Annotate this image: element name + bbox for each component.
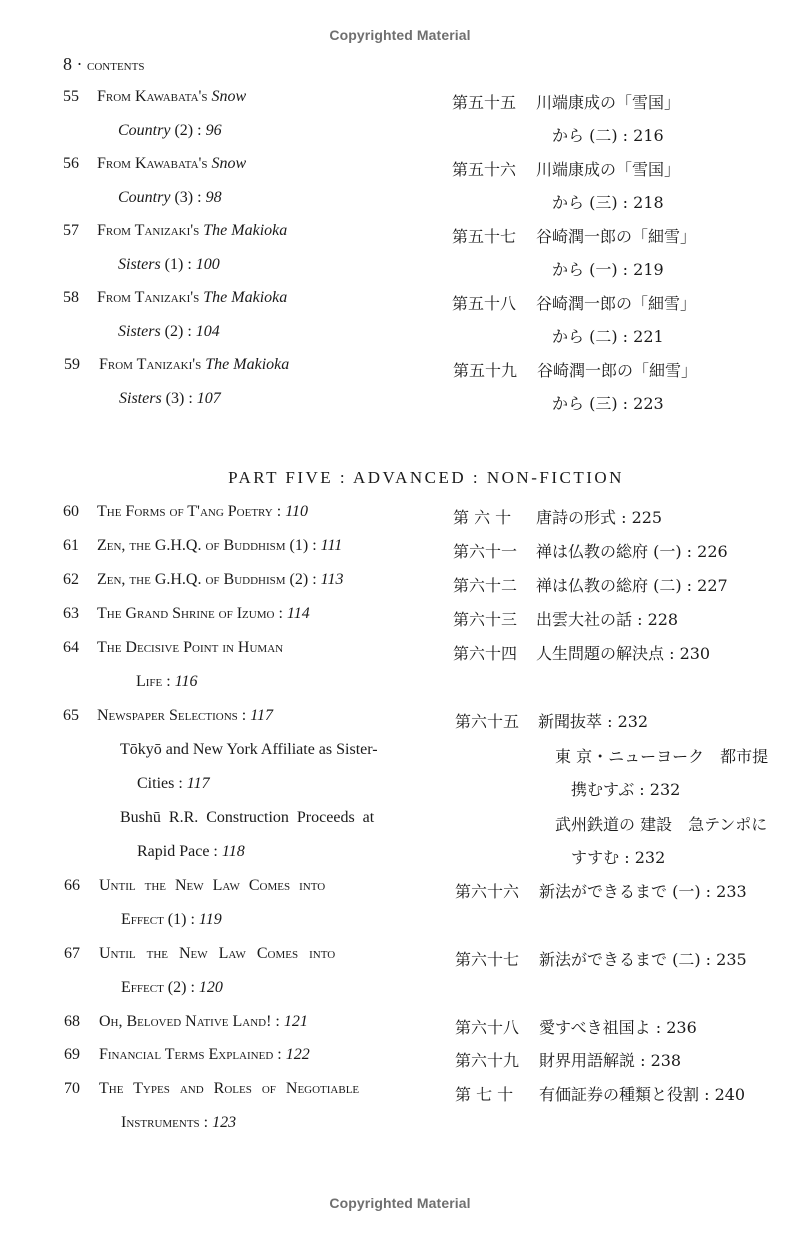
jp-entry-title: 愛すべき祖国よ : 236 — [539, 1018, 697, 1037]
entry-page: 98 — [205, 189, 222, 206]
entry-number: 64 — [63, 639, 79, 656]
separator: · — [76, 54, 83, 74]
entry-number: 61 — [63, 537, 79, 554]
sub-entry-title-cont: Cities : 117 — [137, 775, 210, 792]
entry-page: 110 — [285, 503, 308, 520]
entry-title: Until the New Law Comes into — [99, 945, 336, 962]
jp-entry-cont: から (三) : 218 — [552, 193, 664, 212]
jp-entry-title: 財界用語解説 : 238 — [539, 1051, 682, 1070]
jp-entry-title: 谷崎潤一郎の「細雪」 — [537, 361, 698, 380]
jp-entry-title: 谷崎潤一郎の「細雪」 — [536, 294, 697, 313]
running-head-label: contents — [87, 58, 145, 74]
jp-entry-title: 谷崎潤一郎の「細雪」 — [536, 227, 697, 246]
entry-number: 70 — [64, 1080, 80, 1097]
jp-entry-title: 川端康成の「雪国」 — [536, 160, 681, 179]
entry-page: 114 — [286, 605, 310, 622]
entry-title-cont: Country (3) : 98 — [118, 189, 222, 206]
jp-entry-number: 第 七 十 — [455, 1085, 514, 1104]
copyright-watermark-top: Copyrighted Material — [329, 27, 471, 43]
entry-title-cont: Life : 116 — [136, 673, 198, 690]
entry-title-cont: Effect (2) : 120 — [121, 979, 223, 996]
entry-page: 122 — [285, 1046, 310, 1063]
entry-number: 58 — [63, 289, 79, 306]
entry-title-cont: Sisters (2) : 104 — [118, 323, 220, 340]
jp-entry-number: 第六十七 — [455, 950, 520, 969]
jp-entry-cont: から (二) : 221 — [552, 327, 664, 346]
jp-sub-entry-cont: 携むすぶ : 232 — [571, 780, 681, 799]
sub-entry-page: 117 — [186, 775, 210, 792]
entry-page: 116 — [174, 673, 198, 690]
entry-number: 60 — [63, 503, 79, 520]
jp-entry-cont: から (三) : 223 — [552, 394, 664, 413]
jp-entry-title: 人生問題の解決点 : 230 — [536, 644, 711, 663]
entry-title: The Forms of T'ang Poetry : 110 — [97, 503, 308, 520]
jp-entry-number: 第五十八 — [452, 294, 517, 313]
jp-sub-entry-cont: すすむ : 232 — [571, 848, 666, 867]
entry-number: 66 — [64, 877, 80, 894]
entry-page: 100 — [195, 256, 220, 273]
jp-sub-entry-title: 東 京・ニューヨーク 都市提 — [555, 747, 769, 766]
jp-entry-title: 禅は仏教の総府 (二) : 227 — [536, 576, 728, 595]
entry-title: Oh, Beloved Native Land! : 121 — [99, 1013, 308, 1030]
entry-page: 111 — [320, 537, 343, 554]
jp-entry-number: 第五十九 — [453, 361, 518, 380]
jp-entry-title: 唐詩の形式 : 225 — [536, 508, 663, 527]
entry-title: Zen, the G.H.Q. of Buddhism (2) : 113 — [97, 571, 344, 588]
jp-entry-number: 第六十四 — [453, 644, 518, 663]
jp-entry-number: 第六十三 — [453, 610, 518, 629]
jp-entry-number: 第六十二 — [453, 576, 518, 595]
entry-page: 123 — [212, 1114, 237, 1131]
page-number: 8 — [63, 54, 72, 74]
entry-title: The Decisive Point in Human — [97, 639, 284, 656]
entry-page: 117 — [250, 707, 274, 724]
jp-entry-number: 第六十九 — [455, 1051, 520, 1070]
entry-title: Newspaper Selections : 117 — [97, 707, 274, 724]
entry-page: 96 — [205, 122, 222, 139]
sub-entry-page: 118 — [221, 843, 245, 860]
entry-title-cont: Sisters (1) : 100 — [118, 256, 220, 273]
entry-title-cont: Effect (1) : 119 — [121, 911, 222, 928]
jp-entry-title: 出雲大社の話 : 228 — [536, 610, 679, 629]
entry-page: 120 — [198, 979, 223, 996]
entry-page: 107 — [196, 390, 221, 407]
sub-entry-title: Bushū R.R. Construction Proceeds at — [120, 809, 375, 826]
entry-number: 65 — [63, 707, 79, 724]
entry-number: 68 — [64, 1013, 80, 1030]
entry-title-cont: Sisters (3) : 107 — [119, 390, 221, 407]
running-head — [63, 54, 144, 75]
jp-sub-entry-title: 武州鉄道の 建設 急テンポに — [555, 815, 768, 834]
entry-title: The Types and Roles of Negotiable — [99, 1080, 360, 1097]
entry-title: From Kawabata's Snow — [97, 155, 247, 172]
entry-title: The Grand Shrine of Izumo : 114 — [97, 605, 310, 622]
entry-number: 55 — [63, 88, 79, 105]
entry-title: From Tanizaki's The Makioka — [99, 356, 290, 373]
part-heading: PART FIVE : ADVANCED : NON-FICTION — [228, 468, 624, 487]
jp-entry-title: 禅は仏教の総府 (一) : 226 — [536, 542, 728, 561]
entry-number: 67 — [64, 945, 80, 962]
entry-number: 63 — [63, 605, 79, 622]
entry-title: Zen, the G.H.Q. of Buddhism (1) : 111 — [97, 537, 343, 554]
jp-entry-title: 新聞抜萃 : 232 — [538, 712, 649, 731]
entry-title-cont: Instruments : 123 — [121, 1114, 237, 1131]
entry-title: Financial Terms Explained : 122 — [99, 1046, 310, 1063]
jp-entry-number: 第五十七 — [452, 227, 517, 246]
jp-entry-cont: から (一) : 219 — [552, 260, 664, 279]
entry-title: Until the New Law Comes into — [99, 877, 326, 894]
sub-entry-title: Tōkyō and New York Affiliate as Sister- — [120, 741, 378, 758]
entry-number: 69 — [64, 1046, 80, 1063]
entry-number: 62 — [63, 571, 79, 588]
entry-page: 121 — [283, 1013, 308, 1030]
entry-title: From Tanizaki's The Makioka — [97, 289, 288, 306]
entry-title: From Tanizaki's The Makioka — [97, 222, 288, 239]
entry-page: 119 — [198, 911, 222, 928]
entry-page: 104 — [195, 323, 220, 340]
entry-number: 56 — [63, 155, 79, 172]
jp-entry-title: 新法ができるまで (二) : 235 — [539, 950, 747, 969]
entry-number: 57 — [63, 222, 79, 239]
jp-entry-number: 第六十一 — [453, 542, 518, 561]
jp-entry-number: 第 六 十 — [453, 508, 512, 527]
entry-page: 113 — [320, 571, 344, 588]
jp-entry-cont: から (二) : 216 — [552, 126, 664, 145]
jp-entry-number: 第六十六 — [455, 882, 520, 901]
entry-title: From Kawabata's Snow — [97, 88, 247, 105]
copyright-watermark-bottom: Copyrighted Material — [329, 1195, 471, 1211]
jp-entry-number: 第五十六 — [452, 160, 517, 179]
jp-entry-number: 第六十八 — [455, 1018, 520, 1037]
entry-title-cont: Country (2) : 96 — [118, 122, 222, 139]
jp-entry-title: 川端康成の「雪国」 — [536, 93, 681, 112]
jp-entry-title: 新法ができるまで (一) : 233 — [539, 882, 747, 901]
jp-entry-title: 有価証券の種類と役割 : 240 — [539, 1085, 746, 1104]
jp-entry-number: 第五十五 — [452, 93, 517, 112]
jp-entry-number: 第六十五 — [455, 712, 520, 731]
sub-entry-title-cont: Rapid Pace : 118 — [137, 843, 245, 860]
entry-number: 59 — [64, 356, 80, 373]
